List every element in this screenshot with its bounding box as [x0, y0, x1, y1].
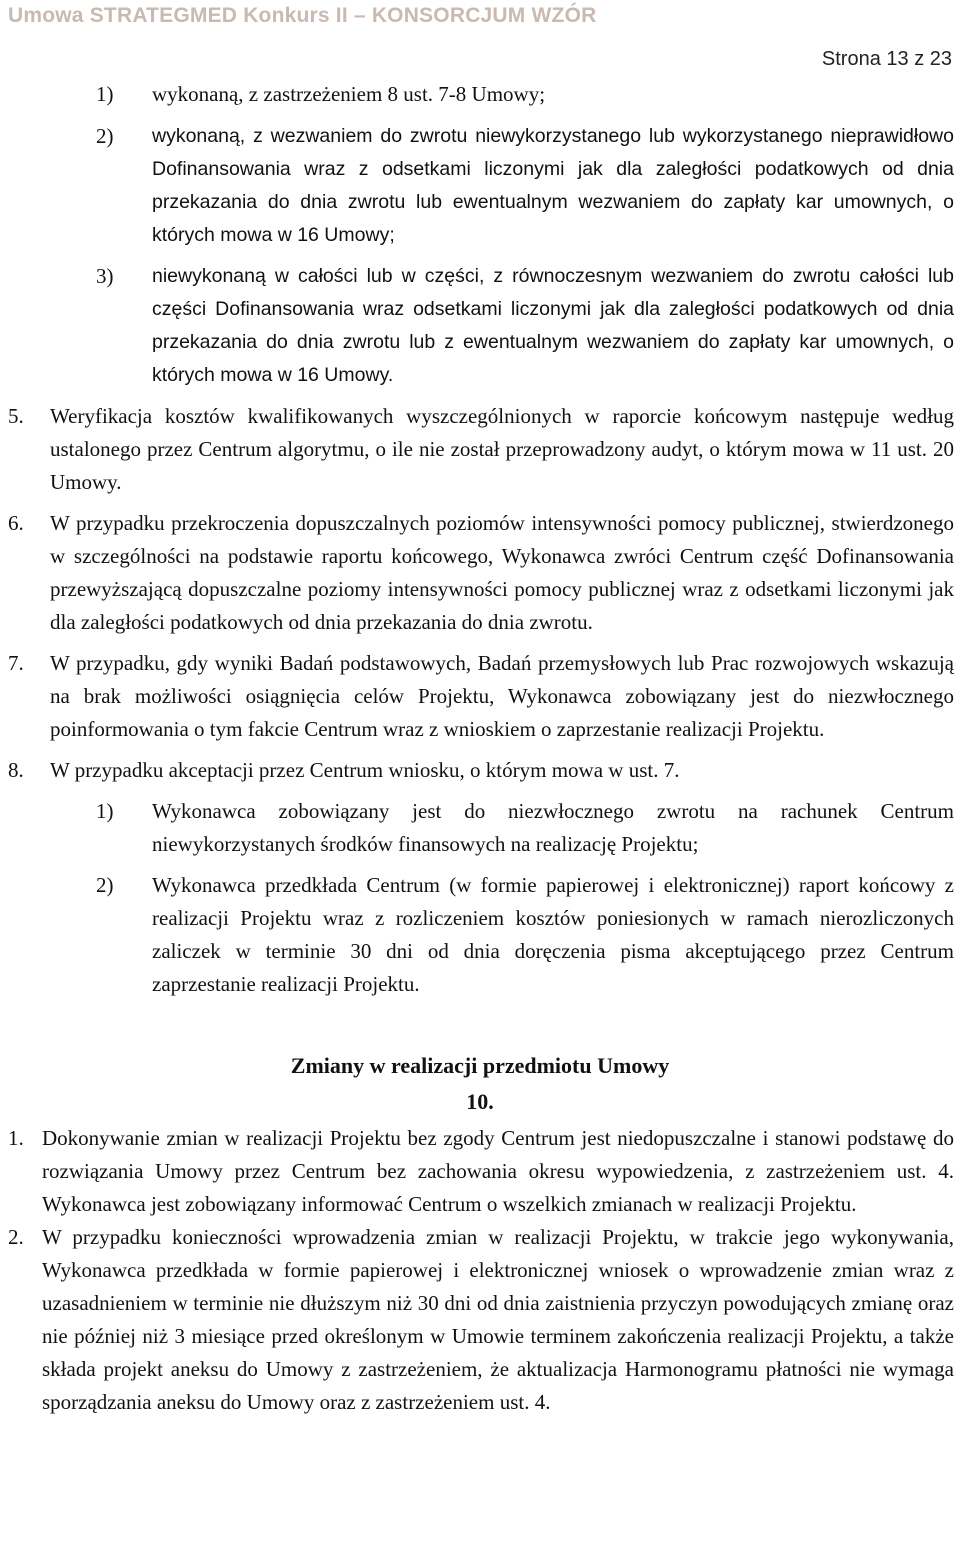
paragraph-number: 6.	[8, 511, 24, 535]
paragraph-text: Weryfikacja kosztów kwalifikowanych wyszczególnionych w raporcie końcowym następuje według ustalonego przez Centrum algorytmu, o ile nie został przeprowadzony audyt, o którym mowa w 11 ust. 20 Umowy.	[50, 404, 954, 494]
paragraph-item	[0, 1122, 960, 1221]
list-item-text: wykonaną, z zastrzeżeniem 8 ust. 7-8 Umowy;	[152, 82, 546, 106]
list-item-number: 3)	[96, 264, 114, 288]
list-item-text: Wykonawca przedkłada Centrum (w formie papierowej i elektronicznej) raport końcowy z realizacji Projektu wraz z rozliczeniem kosztów poniesionych w ramach nierozliczonych zaliczek w terminie 30 dni od dnia doręczenia pisma akceptującego przez Centrum zaprzestanie realizacji Projektu.	[152, 873, 954, 996]
list-item-number: 2)	[96, 124, 114, 148]
document-body	[0, 78, 960, 1419]
paragraph-item	[0, 507, 960, 639]
paragraph-number: 5.	[8, 404, 24, 428]
paragraph-text: W przypadku konieczności wprowadzenia zmian w realizacji Projektu, w trakcie jego wykonywania, Wykonawca przedkłada w formie papierowej i elektronicznej wniosek o wprowadzenie zmian wraz z uzasadnieniem w terminie nie dłuższym niż 30 dni od dnia zaistnienia przyczyn powodujących zmianę oraz nie później niż 3 miesiące przed określonym w Umowie terminem zakończenia realizacji Projektu, a także składa projekt aneksu do Umowy z zastrzeżeniem, że aktualizacja Harmonogramu płatności nie wymaga sporządzania aneksu do Umowy oraz z zastrzeżeniem ust. 4.	[42, 1225, 954, 1414]
list-item	[0, 260, 960, 392]
paragraph-number: 2.	[8, 1225, 24, 1249]
paragraph-item	[0, 647, 960, 746]
page-number: Strona 13 z 23	[821, 48, 952, 70]
document-title-header: Umowa STRATEGMED Konkurs II – KONSORCJUM WZÓR	[8, 4, 597, 27]
section-number: 10.	[466, 1089, 494, 1114]
paragraph-item	[0, 754, 960, 787]
paragraph-text: W przypadku akceptacji przez Centrum wniosku, o którym mowa w ust. 7.	[50, 758, 680, 782]
paragraph-text: W przypadku, gdy wyniki Badań podstawowych, Badań przemysłowych lub Prac rozwojowych wskazują na brak możliwości osiągnięcia celów Projektu, Wykonawca zobowiązany jest do niezwłocznego poinformowania o tym fakcie Centrum wraz z wnioskiem o zaprzestanie realizacji Projektu.	[50, 651, 954, 741]
list-item	[0, 795, 960, 861]
list-item	[0, 869, 960, 1001]
list-item-number: 1)	[96, 799, 114, 823]
section-heading: Zmiany w realizacji przedmiotu Umowy	[290, 1053, 670, 1078]
paragraph-text: W przypadku przekroczenia dopuszczalnych poziomów intensywności pomocy publicznej, stwierdzonego w szczególności na podstawie raportu końcowego, Wykonawca zwróci Centrum część Dofinansowania przewyższającą dopuszczalne poziomy intensywności pomocy publicznej wraz z odsetkami liczonymi jak dla zaległości podatkowych od dnia przekazania do dnia zwrotu.	[50, 511, 954, 634]
list-item-text: wykonaną, z wezwaniem do zwrotu niewykorzystanego lub wykorzystanego nieprawidłowo Dofinansowania wraz z odsetkami liczonymi jak dla zaległości podatkowych od dnia przekazania do dnia zwrotu lub ewentualnym wezwaniem do zapłaty kar umownych, o których mowa w 16 Umowy;	[152, 125, 954, 246]
paragraph-number: 8.	[8, 758, 24, 782]
paragraph-number: 7.	[8, 651, 24, 675]
list-item-text: niewykonaną w całości lub w części, z równoczesnym wezwaniem do zwrotu całości lub części Dofinansowania wraz odsetkami liczonymi jak dla zaległości podatkowych od dnia przekazania do dnia zwrotu lub z ewentualnym wezwaniem do zapłaty kar umownych, o których mowa w 16 Umowy.	[152, 265, 954, 386]
paragraph-number: 1.	[8, 1126, 24, 1150]
list-item	[0, 120, 960, 252]
list-item-text: Wykonawca zobowiązany jest do niezwłocznego zwrotu na rachunek Centrum niewykorzystanych środków finansowych na realizację Projektu;	[152, 799, 954, 856]
paragraph-item	[0, 1221, 960, 1419]
list-item	[0, 78, 960, 111]
list-item-number: 2)	[96, 873, 114, 897]
paragraph-text: Dokonywanie zmian w realizacji Projektu bez zgody Centrum jest niedopuszczalne i stanowi podstawę do rozwiązania Umowy przez Centrum bez zachowania okresu wypowiedzenia, z zastrzeżeniem ust. 4. Wykonawca jest zobowiązany informować Centrum o wszelkich zmianach w realizacji Projektu.	[42, 1126, 954, 1216]
paragraph-item	[0, 400, 960, 499]
list-item-number: 1)	[96, 82, 114, 106]
